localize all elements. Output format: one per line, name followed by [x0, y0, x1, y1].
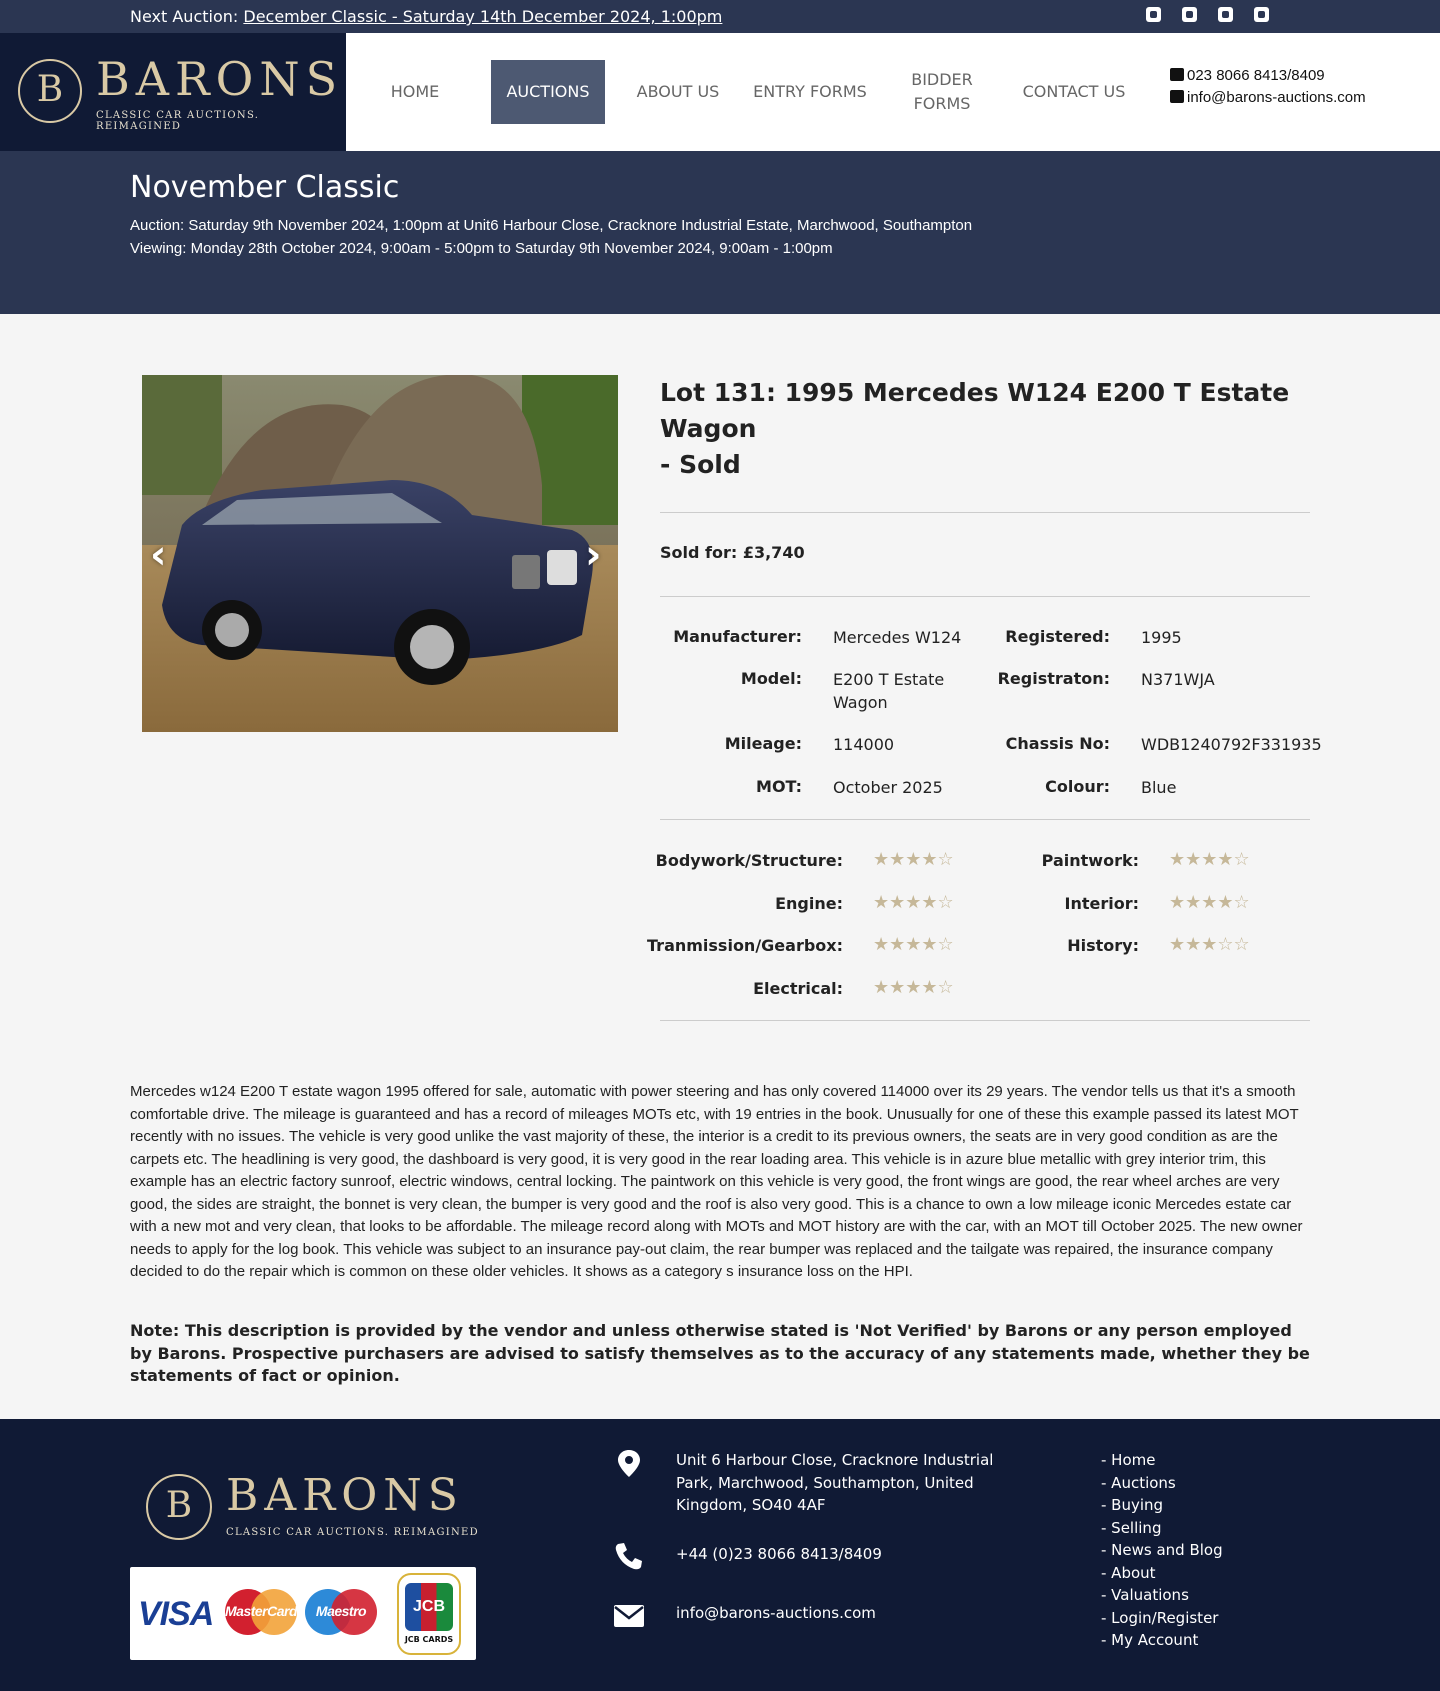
- footer-logo-wordmark: BARONS: [226, 1470, 464, 1521]
- rating-stars-bodywork: ★★★★☆: [873, 849, 954, 870]
- footer-link-home[interactable]: - Home: [1101, 1451, 1156, 1469]
- footer-link-about[interactable]: - About: [1101, 1563, 1156, 1582]
- site-header: [0, 33, 1440, 151]
- vendor-note: Note: This description is provided by the vendor and unless otherwise stated is 'Not Verified' by Barons or any person employed by Barons. Prospective purchasers are advised to satisfy themselves as to the accuracy of any statements made, whether they be statements of fact or opinion.: [130, 1321, 1310, 1385]
- footer-link-news[interactable]: - News and Blog: [1101, 1541, 1223, 1559]
- instagram-icon[interactable]: [1182, 7, 1197, 22]
- spec-label-registered: Registered:: [1005, 627, 1110, 646]
- spec-label-model: Model:: [740, 669, 802, 688]
- nav-auctions[interactable]: AUCTIONS: [491, 60, 605, 124]
- rating-label-paintwork: Paintwork:: [1041, 851, 1139, 870]
- envelope-icon: [1170, 90, 1184, 103]
- carousel-next-arrow[interactable]: ›: [585, 532, 602, 578]
- next-auction: [130, 7, 722, 26]
- nav-about[interactable]: ABOUT US: [636, 82, 720, 101]
- carousel-prev-arrow[interactable]: ‹: [150, 532, 167, 578]
- footer-phone[interactable]: +44 (0)23 8066 8413/8409: [676, 1545, 882, 1563]
- twitter-icon[interactable]: [1218, 7, 1233, 22]
- mastercard-logo: [225, 1589, 297, 1637]
- rating-label-engine: Engine:: [775, 894, 843, 913]
- nav-home[interactable]: HOME: [390, 82, 440, 101]
- spec-model-line1: E200 T Estate: [833, 670, 945, 689]
- rating-stars-engine: ★★★★☆: [873, 892, 954, 913]
- footer-link-selling[interactable]: - Selling: [1101, 1518, 1162, 1537]
- footer-address: [676, 1449, 993, 1517]
- logo-wordmark: BARONS: [96, 52, 344, 106]
- youtube-icon[interactable]: [1254, 7, 1269, 22]
- spec-label-registration: Registraton:: [997, 669, 1110, 688]
- next-auction-link[interactable]: December Classic - Saturday 14th December 2024, 1:00pm: [243, 7, 723, 26]
- payment-cards: [130, 1567, 476, 1660]
- rating-stars-paintwork: ★★★★☆: [1169, 849, 1250, 870]
- spec-mileage: 114000: [833, 735, 895, 754]
- footer-address-line2: Park, Marchwood, Southampton, United: [676, 1473, 974, 1492]
- maestro-logo: [305, 1589, 377, 1637]
- site-footer: [0, 1419, 1440, 1691]
- envelope-icon: [614, 1601, 644, 1629]
- auction-date-line: Auction: Saturday 9th November 2024, 1:00pm at Unit6 Harbour Close, Cracknore Industrial Estate, Marchwood, Southampton: [130, 217, 973, 234]
- lot-photo-carousel[interactable]: [142, 375, 618, 732]
- map-pin-icon: [614, 1449, 644, 1477]
- spec-colour: Blue: [1141, 778, 1177, 797]
- sold-price: Sold for: £3,740: [660, 543, 805, 562]
- footer-link-account[interactable]: - My Account: [1101, 1631, 1199, 1649]
- auction-title: November Classic: [130, 170, 400, 205]
- jcb-subtext: JCB CARDS: [404, 1635, 454, 1644]
- lot-description: Mercedes w124 E200 T estate wagon 1995 offered for sale, automatic with power steering and has only covered 114000 over its 29 years. The vendor tells us that it's a smooth comfortable drive. The mileage is guaranteed and has a record of mileages MOTs etc, with 19 entries in the book. Unusually for one of these this example passed its latest MOT recently with no issues. The vehicle is very good unlike the vast majority of these, the interior is a credit to its previous owners, the seats are in very good condition as are the carpets etc. The headlining is very good, the dashboard is very good, it is very good in the rear loading area. This vehicle is in azure blue metallic with grey interior trim, this example has an electric factory sunroof, electric windows, central locking. The paintwork on this vehicle is very good, the front wings are good, the rear wheel arches are very good, the sides are straight, the bonnet is very clean, the bumper is very good and the roof is also very good. This is a chance to own a low mileage iconic Mercedes estate car with a new mot and very clean, that looks to be affordable. The mileage record along with MOTs and MOT history are with the car, with an MOT till October 2025. The new owner needs to apply for the log book. This vehicle was subject to an insurance pay-out claim, the rear bumper was replaced and the tailgate was repaired, the insurance company decided to do the repair which is common on these older vehicles. It shows as a category s insurance loss on the HPI.: [130, 1083, 1303, 1280]
- auction-banner: [0, 151, 1440, 314]
- spec-label-mileage: Mileage:: [724, 734, 802, 753]
- facebook-icon[interactable]: [1146, 7, 1161, 22]
- phone-icon: [614, 1542, 644, 1570]
- spec-registration: N371WJA: [1141, 670, 1215, 689]
- rating-label-interior: Interior:: [1064, 894, 1139, 913]
- spec-label-mot: MOT:: [756, 777, 802, 796]
- divider: [660, 596, 1310, 597]
- mastercard-text: MasterCard: [225, 1603, 298, 1619]
- divider: [660, 512, 1310, 513]
- header-contact: [1170, 65, 1366, 109]
- divider: [660, 1020, 1310, 1021]
- nav-contact[interactable]: CONTACT US: [1022, 82, 1126, 101]
- rating-label-history: History:: [1067, 936, 1139, 955]
- nav-bidder-forms[interactable]: BIDDER FORMS: [911, 70, 973, 113]
- nav-entry-forms[interactable]: ENTRY FORMS: [753, 82, 867, 101]
- rating-stars-electrical: ★★★★☆: [873, 977, 954, 998]
- logo-monogram: B: [18, 59, 82, 123]
- rating-label-electrical: Electrical:: [753, 979, 843, 998]
- footer-link-buying[interactable]: - Buying: [1101, 1496, 1164, 1514]
- top-bar: [0, 0, 1440, 33]
- spec-chassis: WDB1240792F331935: [1141, 735, 1322, 754]
- rating-stars-transmission: ★★★★☆: [873, 934, 954, 955]
- logo-tagline: CLASSIC CAR AUCTIONS. REIMAGINED: [96, 110, 260, 132]
- spec-label-colour: Colour:: [1045, 777, 1110, 796]
- footer-address-line1: Unit 6 Harbour Close, Cracknore Industrial: [676, 1451, 994, 1469]
- spec-mot: October 2025: [833, 778, 943, 797]
- rating-label-transmission: Tranmission/Gearbox:: [647, 936, 843, 955]
- logo[interactable]: [0, 33, 346, 151]
- spec-label-chassis: Chassis No:: [1005, 734, 1110, 753]
- next-auction-label: Next Auction:: [130, 7, 239, 26]
- footer-link-valuations[interactable]: - Valuations: [1101, 1586, 1189, 1604]
- spec-manufacturer: Mercedes W124: [833, 628, 962, 647]
- lot-title-line2: Wagon: [660, 414, 757, 443]
- divider: [660, 819, 1310, 820]
- jcb-logo: [397, 1573, 461, 1655]
- rating-stars-history: ★★★☆☆: [1169, 934, 1250, 955]
- viewing-date-line: Viewing: Monday 28th October 2024, 9:00am - 5:00pm to Saturday 9th November 2024, 9:00am - 1:00pm: [130, 240, 833, 257]
- footer-logo-monogram: B: [146, 1474, 212, 1540]
- footer-address-line3: Kingdom, SO40 4AF: [676, 1496, 826, 1514]
- lot-title: [660, 375, 1310, 483]
- lot-status: - Sold: [660, 450, 741, 479]
- lot-title-line1: Lot 131: 1995 Mercedes W124 E200 T Estate: [660, 378, 1290, 407]
- social-links: [1146, 7, 1269, 22]
- visa-logo: VISA: [138, 1595, 214, 1633]
- header-email[interactable]: info@barons-auctions.com: [1187, 89, 1366, 106]
- footer-link-auctions[interactable]: - Auctions: [1101, 1473, 1176, 1492]
- footer-logo-tagline: CLASSIC CAR AUCTIONS. REIMAGINED: [226, 1527, 479, 1538]
- footer-email[interactable]: info@barons-auctions.com: [676, 1604, 876, 1622]
- rating-stars-interior: ★★★★☆: [1169, 892, 1250, 913]
- car-photo: [142, 375, 618, 732]
- maestro-text: Maestro: [315, 1603, 367, 1619]
- rating-label-bodywork: Bodywork/Structure:: [655, 851, 843, 870]
- footer-links: [1101, 1449, 1223, 1652]
- header-phone[interactable]: 023 8066 8413/8409: [1187, 67, 1325, 84]
- footer-link-login[interactable]: - Login/Register: [1101, 1608, 1219, 1627]
- spec-label-manufacturer: Manufacturer:: [673, 627, 802, 646]
- spec-registered: 1995: [1141, 628, 1182, 647]
- jcb-text: JCB: [405, 1583, 453, 1631]
- spec-model-line2: Wagon: [833, 693, 888, 712]
- phone-icon: [1170, 68, 1184, 81]
